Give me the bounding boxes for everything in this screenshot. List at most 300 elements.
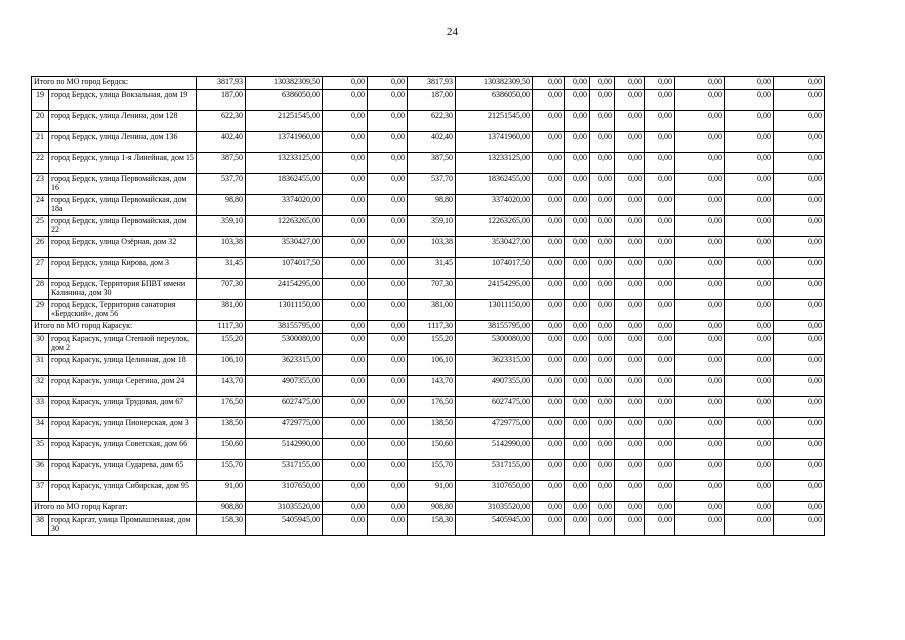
value-cell: 0,00 <box>725 439 774 460</box>
value-cell: 0,00 <box>774 334 825 355</box>
value-cell: 0,00 <box>590 397 615 418</box>
value-cell: 0,00 <box>590 502 615 515</box>
value-cell: 0,00 <box>675 397 725 418</box>
value-cell: 0,00 <box>774 258 825 279</box>
value-cell: 0,00 <box>533 153 565 174</box>
value-cell: 3817,93 <box>408 77 456 90</box>
total-row <box>32 77 862 90</box>
value-cell: 0,00 <box>675 77 725 90</box>
value-cell: 0,00 <box>565 111 590 132</box>
value-cell: 155,20 <box>408 334 456 355</box>
row-number: 36 <box>32 460 49 481</box>
value-cell: 0,00 <box>615 111 645 132</box>
value-cell: 0,00 <box>533 334 565 355</box>
value-cell: 0,00 <box>645 321 675 334</box>
value-cell: 1117,30 <box>197 321 246 334</box>
total-label: Итого по МО город Бердск: <box>32 77 197 90</box>
value-cell: 6386050,00 <box>456 90 533 111</box>
value-cell: 0,00 <box>675 321 725 334</box>
value-cell: 0,00 <box>774 216 825 237</box>
value-cell: 0,00 <box>725 515 774 536</box>
value-cell: 143,70 <box>408 376 456 397</box>
value-cell: 0,00 <box>725 397 774 418</box>
value-cell: 138,50 <box>408 418 456 439</box>
value-cell: 13011150,00 <box>246 300 323 321</box>
value-cell: 12263265,00 <box>456 216 533 237</box>
total-label: Итого по МО город Карасук: <box>32 321 197 334</box>
value-cell: 0,00 <box>590 258 615 279</box>
value-cell: 0,00 <box>645 481 675 502</box>
value-cell: 0,00 <box>323 460 368 481</box>
value-cell: 381,00 <box>408 300 456 321</box>
value-cell: 0,00 <box>615 355 645 376</box>
table-row <box>32 355 862 376</box>
value-cell: 3107650,00 <box>246 481 323 502</box>
value-cell: 0,00 <box>323 515 368 536</box>
value-cell: 0,00 <box>725 77 774 90</box>
value-cell: 176,50 <box>197 397 246 418</box>
value-cell: 0,00 <box>565 90 590 111</box>
value-cell: 0,00 <box>590 132 615 153</box>
value-cell: 0,00 <box>725 174 774 195</box>
value-cell: 3623315,00 <box>246 355 323 376</box>
table-row <box>32 195 862 216</box>
value-cell: 0,00 <box>615 195 645 216</box>
row-number: 26 <box>32 237 49 258</box>
value-cell: 3374020,00 <box>246 195 323 216</box>
value-cell: 0,00 <box>565 515 590 536</box>
value-cell: 0,00 <box>590 481 615 502</box>
table-row <box>32 418 862 439</box>
value-cell: 0,00 <box>774 237 825 258</box>
value-cell: 0,00 <box>645 132 675 153</box>
value-cell: 21251545,00 <box>246 111 323 132</box>
value-cell: 0,00 <box>774 376 825 397</box>
value-cell: 176,50 <box>408 397 456 418</box>
value-cell: 0,00 <box>645 237 675 258</box>
value-cell: 0,00 <box>645 300 675 321</box>
value-cell: 0,00 <box>323 237 368 258</box>
value-cell: 0,00 <box>774 195 825 216</box>
value-cell: 0,00 <box>590 153 615 174</box>
value-cell: 3530427,00 <box>246 237 323 258</box>
value-cell: 0,00 <box>645 216 675 237</box>
value-cell: 24154295,00 <box>456 279 533 300</box>
value-cell: 0,00 <box>323 111 368 132</box>
value-cell: 0,00 <box>323 90 368 111</box>
value-cell: 0,00 <box>675 174 725 195</box>
row-number: 38 <box>32 515 49 536</box>
value-cell: 0,00 <box>675 418 725 439</box>
value-cell: 4729775,00 <box>246 418 323 439</box>
table-row <box>32 132 862 153</box>
value-cell: 98,80 <box>197 195 246 216</box>
total-row <box>32 321 862 334</box>
value-cell: 0,00 <box>590 460 615 481</box>
value-cell: 13741960,00 <box>246 132 323 153</box>
value-cell: 0,00 <box>645 279 675 300</box>
address-cell: город Бердск, улица 1-я Линейная, дом 15 <box>49 153 197 174</box>
value-cell: 13233125,00 <box>246 153 323 174</box>
value-cell: 0,00 <box>615 90 645 111</box>
row-number: 22 <box>32 153 49 174</box>
total-row <box>32 502 862 515</box>
value-cell: 0,00 <box>533 376 565 397</box>
value-cell: 0,00 <box>565 237 590 258</box>
value-cell: 0,00 <box>615 460 645 481</box>
value-cell: 0,00 <box>725 111 774 132</box>
data-table <box>31 76 862 536</box>
value-cell: 0,00 <box>323 502 368 515</box>
value-cell: 0,00 <box>323 132 368 153</box>
value-cell: 0,00 <box>565 195 590 216</box>
value-cell: 0,00 <box>725 418 774 439</box>
value-cell: 908,80 <box>197 502 246 515</box>
address-cell: город Бердск, улица Кирова, дом 3 <box>49 258 197 279</box>
value-cell: 187,00 <box>408 90 456 111</box>
row-number: 33 <box>32 397 49 418</box>
value-cell: 0,00 <box>590 279 615 300</box>
value-cell: 0,00 <box>645 515 675 536</box>
value-cell: 0,00 <box>774 460 825 481</box>
value-cell: 0,00 <box>323 376 368 397</box>
value-cell: 187,00 <box>197 90 246 111</box>
value-cell: 0,00 <box>774 174 825 195</box>
value-cell: 0,00 <box>533 418 565 439</box>
value-cell: 0,00 <box>368 153 408 174</box>
value-cell: 155,20 <box>197 334 246 355</box>
address-cell: город Бердск, Территория БПВТ имени Калинина, дом 30 <box>49 279 197 300</box>
value-cell: 0,00 <box>645 77 675 90</box>
value-cell: 0,00 <box>323 258 368 279</box>
page-number: 24 <box>447 26 458 38</box>
value-cell: 0,00 <box>533 502 565 515</box>
value-cell: 0,00 <box>675 216 725 237</box>
value-cell: 0,00 <box>323 355 368 376</box>
value-cell: 6027475,00 <box>456 397 533 418</box>
value-cell: 31,45 <box>197 258 246 279</box>
row-number: 28 <box>32 279 49 300</box>
value-cell: 0,00 <box>774 355 825 376</box>
value-cell: 1117,30 <box>408 321 456 334</box>
row-number: 19 <box>32 90 49 111</box>
value-cell: 0,00 <box>368 300 408 321</box>
value-cell: 0,00 <box>675 376 725 397</box>
value-cell: 4907355,00 <box>246 376 323 397</box>
value-cell: 0,00 <box>323 174 368 195</box>
value-cell: 0,00 <box>725 195 774 216</box>
value-cell: 0,00 <box>590 355 615 376</box>
value-cell: 0,00 <box>590 90 615 111</box>
value-cell: 5142990,00 <box>246 439 323 460</box>
value-cell: 0,00 <box>774 515 825 536</box>
value-cell: 0,00 <box>565 334 590 355</box>
value-cell: 0,00 <box>675 502 725 515</box>
value-cell: 537,70 <box>408 174 456 195</box>
value-cell: 0,00 <box>615 376 645 397</box>
value-cell: 0,00 <box>590 376 615 397</box>
row-number: 24 <box>32 195 49 216</box>
value-cell: 4729775,00 <box>456 418 533 439</box>
table-row <box>32 153 862 174</box>
value-cell: 0,00 <box>725 153 774 174</box>
value-cell: 0,00 <box>615 279 645 300</box>
value-cell: 0,00 <box>615 77 645 90</box>
value-cell: 0,00 <box>675 258 725 279</box>
value-cell: 0,00 <box>774 481 825 502</box>
value-cell: 13233125,00 <box>456 153 533 174</box>
total-label: Итого по МО город Каргат: <box>32 502 197 515</box>
value-cell: 0,00 <box>675 515 725 536</box>
value-cell: 0,00 <box>565 418 590 439</box>
value-cell: 0,00 <box>645 334 675 355</box>
row-number: 23 <box>32 174 49 195</box>
value-cell: 143,70 <box>197 376 246 397</box>
value-cell: 130382309,50 <box>246 77 323 90</box>
row-number: 21 <box>32 132 49 153</box>
value-cell: 0,00 <box>675 111 725 132</box>
value-cell: 6386050,00 <box>246 90 323 111</box>
value-cell: 21251545,00 <box>456 111 533 132</box>
value-cell: 0,00 <box>368 515 408 536</box>
value-cell: 0,00 <box>615 418 645 439</box>
value-cell: 0,00 <box>565 502 590 515</box>
value-cell: 0,00 <box>725 279 774 300</box>
value-cell: 0,00 <box>774 321 825 334</box>
value-cell: 31035520,00 <box>456 502 533 515</box>
value-cell: 0,00 <box>645 174 675 195</box>
value-cell: 0,00 <box>615 397 645 418</box>
value-cell: 0,00 <box>533 355 565 376</box>
value-cell: 0,00 <box>615 334 645 355</box>
value-cell: 0,00 <box>645 111 675 132</box>
value-cell: 18362455,00 <box>246 174 323 195</box>
value-cell: 0,00 <box>533 321 565 334</box>
table-row <box>32 174 862 195</box>
value-cell: 0,00 <box>565 481 590 502</box>
table-row <box>32 481 862 502</box>
value-cell: 3374020,00 <box>456 195 533 216</box>
value-cell: 18362455,00 <box>456 174 533 195</box>
address-cell: город Карасук, улица Сударева, дом 65 <box>49 460 197 481</box>
address-cell: город Бердск, улица Ленина, дом 136 <box>49 132 197 153</box>
value-cell: 0,00 <box>645 418 675 439</box>
table-body <box>32 77 862 536</box>
value-cell: 5300080,00 <box>456 334 533 355</box>
value-cell: 0,00 <box>533 258 565 279</box>
table-row <box>32 515 862 536</box>
value-cell: 150,60 <box>197 439 246 460</box>
value-cell: 12263265,00 <box>246 216 323 237</box>
value-cell: 1074017,50 <box>456 258 533 279</box>
address-cell: город Карасук, улица Трудовая, дом 67 <box>49 397 197 418</box>
value-cell: 0,00 <box>590 216 615 237</box>
value-cell: 31,45 <box>408 258 456 279</box>
value-cell: 0,00 <box>590 237 615 258</box>
value-cell: 0,00 <box>368 397 408 418</box>
value-cell: 0,00 <box>368 111 408 132</box>
value-cell: 5405945,00 <box>246 515 323 536</box>
value-cell: 0,00 <box>774 439 825 460</box>
value-cell: 0,00 <box>368 321 408 334</box>
value-cell: 91,00 <box>197 481 246 502</box>
value-cell: 0,00 <box>645 90 675 111</box>
value-cell: 0,00 <box>675 481 725 502</box>
value-cell: 0,00 <box>565 397 590 418</box>
value-cell: 0,00 <box>533 439 565 460</box>
value-cell: 0,00 <box>725 216 774 237</box>
table-row <box>32 216 862 237</box>
value-cell: 0,00 <box>774 90 825 111</box>
value-cell: 381,00 <box>197 300 246 321</box>
value-cell: 5317155,00 <box>246 460 323 481</box>
table-row <box>32 460 862 481</box>
table-row <box>32 300 862 321</box>
value-cell: 0,00 <box>725 481 774 502</box>
value-cell: 0,00 <box>368 418 408 439</box>
value-cell: 0,00 <box>774 279 825 300</box>
row-number: 35 <box>32 439 49 460</box>
value-cell: 5142990,00 <box>456 439 533 460</box>
value-cell: 0,00 <box>323 195 368 216</box>
value-cell: 4907355,00 <box>456 376 533 397</box>
value-cell: 0,00 <box>368 279 408 300</box>
value-cell: 0,00 <box>565 460 590 481</box>
value-cell: 0,00 <box>774 111 825 132</box>
table-row <box>32 376 862 397</box>
value-cell: 0,00 <box>533 515 565 536</box>
value-cell: 0,00 <box>323 481 368 502</box>
value-cell: 0,00 <box>615 216 645 237</box>
value-cell: 0,00 <box>774 132 825 153</box>
value-cell: 0,00 <box>565 376 590 397</box>
value-cell: 0,00 <box>645 502 675 515</box>
value-cell: 0,00 <box>615 321 645 334</box>
value-cell: 3530427,00 <box>456 237 533 258</box>
value-cell: 0,00 <box>725 321 774 334</box>
value-cell: 0,00 <box>615 439 645 460</box>
value-cell: 0,00 <box>565 258 590 279</box>
value-cell: 0,00 <box>725 132 774 153</box>
value-cell: 0,00 <box>725 90 774 111</box>
value-cell: 0,00 <box>565 439 590 460</box>
value-cell: 0,00 <box>323 439 368 460</box>
value-cell: 38155795,00 <box>456 321 533 334</box>
value-cell: 130382309,50 <box>456 77 533 90</box>
value-cell: 0,00 <box>615 502 645 515</box>
value-cell: 0,00 <box>675 355 725 376</box>
value-cell: 0,00 <box>368 502 408 515</box>
value-cell: 0,00 <box>565 132 590 153</box>
value-cell: 13741960,00 <box>456 132 533 153</box>
value-cell: 0,00 <box>725 237 774 258</box>
value-cell: 155,70 <box>197 460 246 481</box>
address-cell: город Карасук, улица Целинная, дом 18 <box>49 355 197 376</box>
value-cell: 0,00 <box>368 355 408 376</box>
value-cell: 0,00 <box>774 77 825 90</box>
value-cell: 1074017,50 <box>246 258 323 279</box>
value-cell: 6027475,00 <box>246 397 323 418</box>
value-cell: 0,00 <box>565 77 590 90</box>
value-cell: 0,00 <box>533 481 565 502</box>
value-cell: 0,00 <box>368 258 408 279</box>
value-cell: 155,70 <box>408 460 456 481</box>
row-number: 29 <box>32 300 49 321</box>
address-cell: город Бердск, улица Первомайская, дом 18а <box>49 195 197 216</box>
value-cell: 0,00 <box>533 460 565 481</box>
value-cell: 0,00 <box>323 300 368 321</box>
value-cell: 103,38 <box>197 237 246 258</box>
value-cell: 0,00 <box>565 279 590 300</box>
value-cell: 0,00 <box>774 153 825 174</box>
value-cell: 158,30 <box>197 515 246 536</box>
table-row <box>32 334 862 355</box>
value-cell: 0,00 <box>615 515 645 536</box>
value-cell: 91,00 <box>408 481 456 502</box>
value-cell: 0,00 <box>368 132 408 153</box>
value-cell: 0,00 <box>675 237 725 258</box>
value-cell: 908,80 <box>408 502 456 515</box>
value-cell: 0,00 <box>533 279 565 300</box>
value-cell: 0,00 <box>565 321 590 334</box>
value-cell: 0,00 <box>533 216 565 237</box>
value-cell: 150,60 <box>408 439 456 460</box>
value-cell: 0,00 <box>645 376 675 397</box>
address-cell: город Бердск, улица Озёрная, дом 32 <box>49 237 197 258</box>
value-cell: 5405945,00 <box>456 515 533 536</box>
value-cell: 31035520,00 <box>246 502 323 515</box>
value-cell: 0,00 <box>590 77 615 90</box>
table-row <box>32 258 862 279</box>
value-cell: 0,00 <box>590 334 615 355</box>
value-cell: 0,00 <box>675 334 725 355</box>
value-cell: 0,00 <box>615 481 645 502</box>
value-cell: 0,00 <box>368 439 408 460</box>
row-number: 20 <box>32 111 49 132</box>
row-number: 27 <box>32 258 49 279</box>
value-cell: 0,00 <box>533 90 565 111</box>
value-cell: 0,00 <box>590 111 615 132</box>
value-cell: 0,00 <box>675 460 725 481</box>
value-cell: 158,30 <box>408 515 456 536</box>
value-cell: 0,00 <box>725 502 774 515</box>
value-cell: 0,00 <box>590 195 615 216</box>
value-cell: 3817,93 <box>197 77 246 90</box>
value-cell: 0,00 <box>533 397 565 418</box>
value-cell: 0,00 <box>675 153 725 174</box>
value-cell: 0,00 <box>615 258 645 279</box>
value-cell: 0,00 <box>615 132 645 153</box>
value-cell: 0,00 <box>323 279 368 300</box>
value-cell: 0,00 <box>645 258 675 279</box>
value-cell: 98,80 <box>408 195 456 216</box>
value-cell: 0,00 <box>323 77 368 90</box>
address-cell: город Каргат, улица Промышленная, дом 30 <box>49 515 197 536</box>
value-cell: 0,00 <box>368 90 408 111</box>
value-cell: 0,00 <box>533 195 565 216</box>
table-row <box>32 279 862 300</box>
value-cell: 0,00 <box>368 237 408 258</box>
value-cell: 0,00 <box>565 174 590 195</box>
value-cell: 0,00 <box>368 195 408 216</box>
value-cell: 0,00 <box>590 418 615 439</box>
row-number: 25 <box>32 216 49 237</box>
address-cell: город Карасук, улица Советская, дом 66 <box>49 439 197 460</box>
value-cell: 0,00 <box>615 237 645 258</box>
value-cell: 0,00 <box>645 355 675 376</box>
value-cell: 0,00 <box>368 77 408 90</box>
value-cell: 106,10 <box>197 355 246 376</box>
